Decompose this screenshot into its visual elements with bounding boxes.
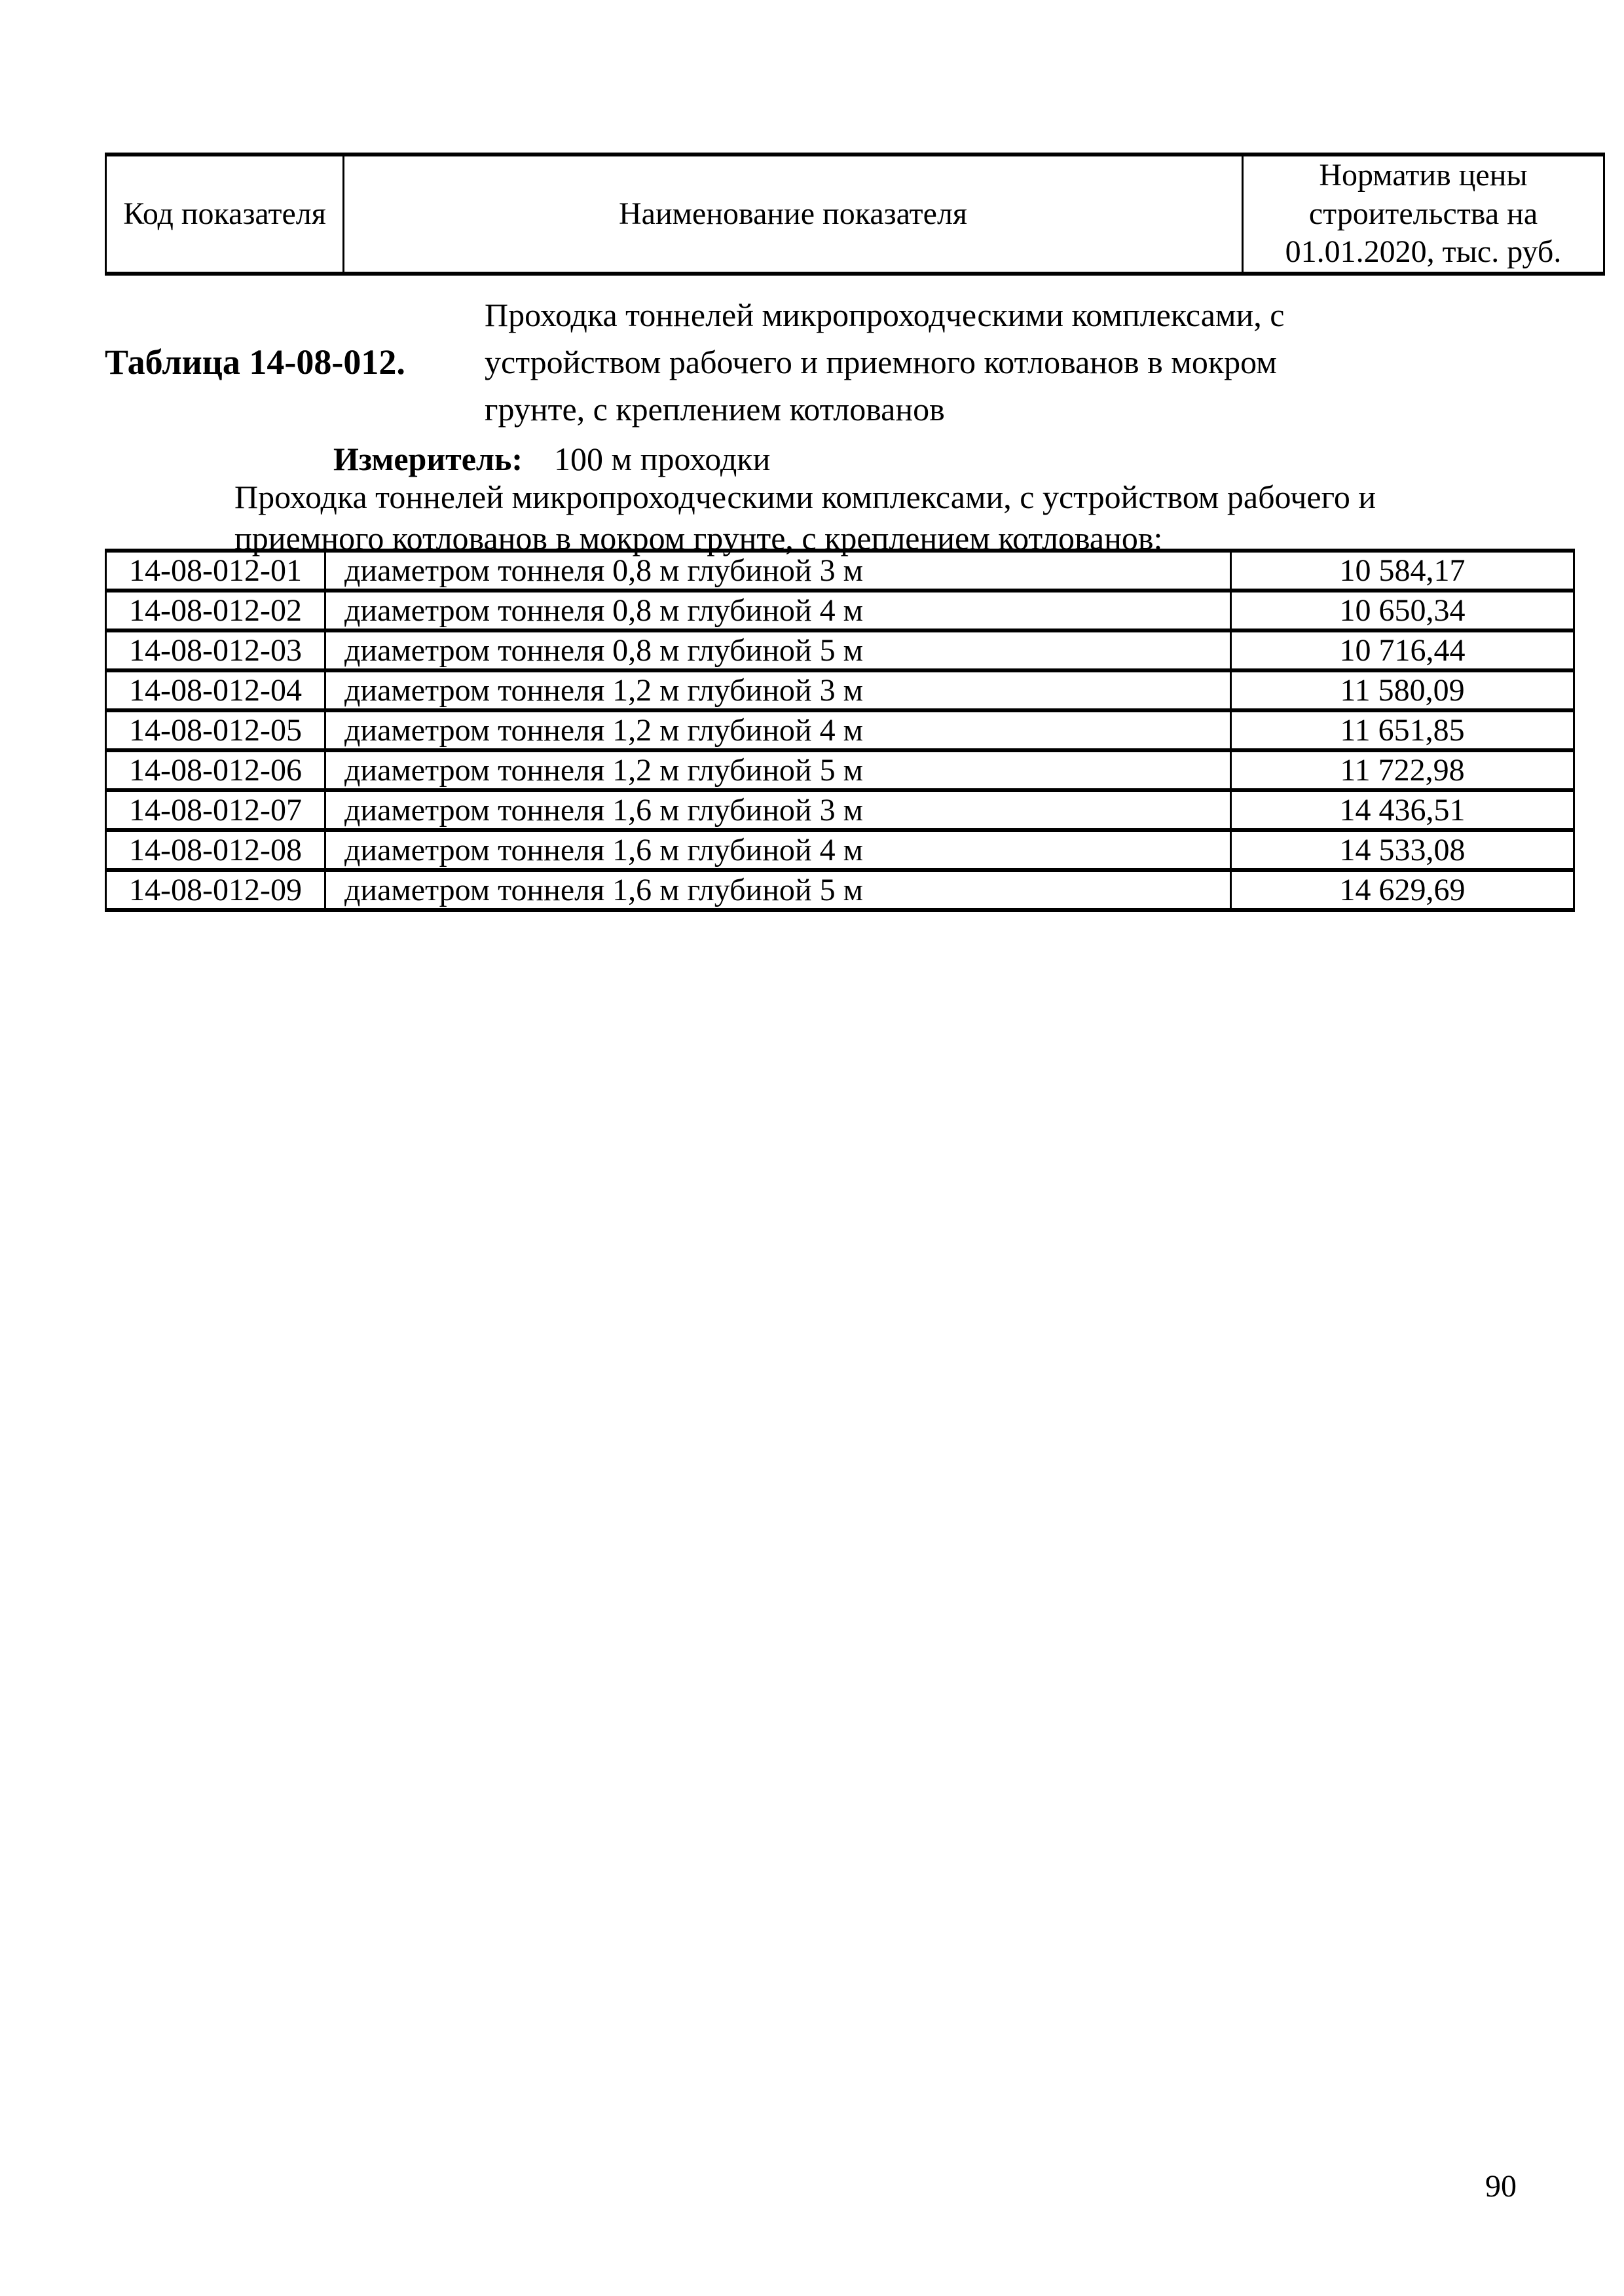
row-name: диаметром тоннеля 0,8 м глубиной 3 м <box>325 551 1231 591</box>
header-cell-name: Наименование показателя <box>344 155 1243 274</box>
indicator-header-table <box>105 153 1605 276</box>
row-price: 11 651,85 <box>1231 710 1574 750</box>
table-row <box>106 591 1574 630</box>
table-row <box>106 790 1574 830</box>
table-row <box>106 670 1574 710</box>
row-price: 14 533,08 <box>1231 830 1574 870</box>
measurer-line <box>333 440 770 478</box>
row-price: 11 722,98 <box>1231 750 1574 790</box>
row-code: 14-08-012-07 <box>106 790 325 830</box>
header-row <box>106 155 1604 274</box>
row-price: 10 716,44 <box>1231 630 1574 670</box>
price-table <box>105 549 1575 912</box>
row-name: диаметром тоннеля 1,2 м глубиной 3 м <box>325 670 1231 710</box>
row-price: 10 650,34 <box>1231 591 1574 630</box>
row-price: 14 436,51 <box>1231 790 1574 830</box>
table-caption-title: Проходка тоннелей микропроходческими комплексами, с устройством рабочего и приемного котлованов в мокром грунте, с креплением котлованов <box>485 297 1285 428</box>
table-row <box>106 551 1574 591</box>
row-price: 10 584,17 <box>1231 551 1574 591</box>
row-code: 14-08-012-05 <box>106 710 325 750</box>
row-price: 14 629,69 <box>1231 870 1574 910</box>
header-cell-norm: Норматив цены строительства на 01.01.2020, тыс. руб. <box>1243 155 1604 274</box>
row-code: 14-08-012-01 <box>106 551 325 591</box>
row-code: 14-08-012-08 <box>106 830 325 870</box>
measurer-label: Измеритель: <box>333 441 523 477</box>
table-row <box>106 830 1574 870</box>
page-number: 90 <box>1485 2169 1517 2204</box>
row-price: 11 580,09 <box>1231 670 1574 710</box>
row-name: диаметром тоннеля 0,8 м глубиной 5 м <box>325 630 1231 670</box>
row-name: диаметром тоннеля 0,8 м глубиной 4 м <box>325 591 1231 630</box>
table-row <box>106 630 1574 670</box>
table-caption-number: Таблица 14-08-012. <box>105 342 405 382</box>
row-code: 14-08-012-09 <box>106 870 325 910</box>
row-name: диаметром тоннеля 1,6 м глубиной 3 м <box>325 790 1231 830</box>
row-name: диаметром тоннеля 1,6 м глубиной 4 м <box>325 830 1231 870</box>
row-name: диаметром тоннеля 1,6 м глубиной 5 м <box>325 870 1231 910</box>
row-code: 14-08-012-06 <box>106 750 325 790</box>
row-code: 14-08-012-04 <box>106 670 325 710</box>
row-name: диаметром тоннеля 1,2 м глубиной 4 м <box>325 710 1231 750</box>
table-row <box>106 750 1574 790</box>
table-description: Проходка тоннелей микропроходческими комплексами, с устройством рабочего и приемного котлованов в мокром грунте, с креплением котлованов: <box>234 479 1376 556</box>
measurer-value: 100 м проходки <box>554 441 771 477</box>
table-caption <box>105 291 1552 433</box>
header-cell-code: Код показателя <box>106 155 344 274</box>
row-code: 14-08-012-03 <box>106 630 325 670</box>
table-row <box>106 870 1574 910</box>
table-row <box>106 710 1574 750</box>
row-name: диаметром тоннеля 1,2 м глубиной 5 м <box>325 750 1231 790</box>
row-code: 14-08-012-02 <box>106 591 325 630</box>
